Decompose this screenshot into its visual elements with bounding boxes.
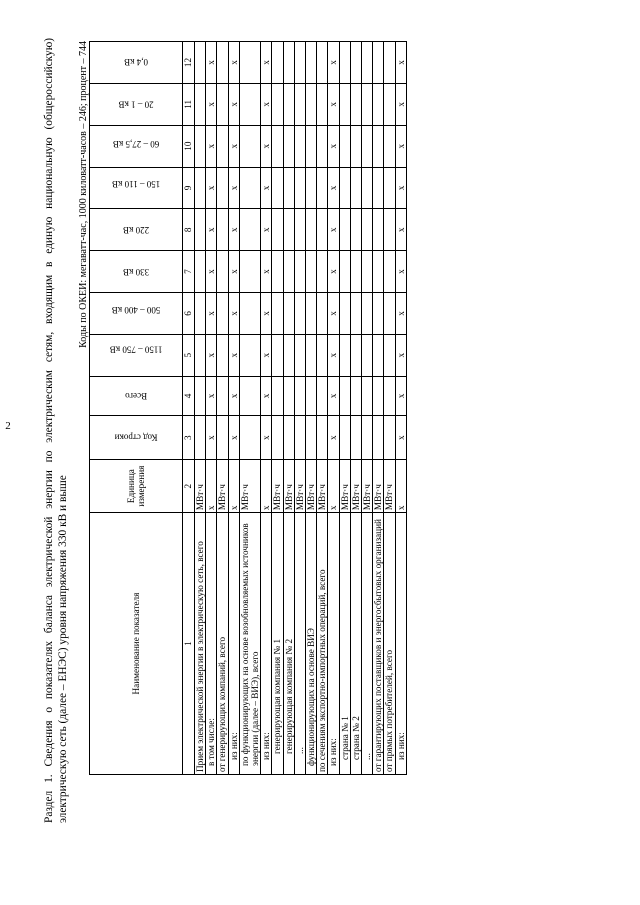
value-cell[interactable]	[306, 334, 317, 376]
value-cell[interactable]	[294, 292, 305, 334]
column-header	[90, 42, 183, 84]
unit-cell: МВт·ч	[239, 460, 260, 513]
indicator-name: по сечениям экспортно-импортных операций, всего	[317, 513, 328, 775]
value-cell[interactable]	[217, 125, 228, 167]
value-cell[interactable]	[339, 42, 350, 84]
value-cell[interactable]	[317, 334, 328, 376]
value-cell[interactable]	[272, 167, 283, 209]
value-cell[interactable]: x	[395, 209, 406, 251]
table-row	[350, 42, 361, 775]
table-row	[195, 42, 206, 775]
table-row	[306, 42, 317, 775]
column-header	[90, 209, 183, 251]
value-cell[interactable]	[362, 83, 373, 125]
indicator-name: страна № 1	[339, 513, 350, 775]
value-cell[interactable]	[283, 251, 294, 293]
table-row	[328, 42, 339, 775]
value-cell[interactable]	[362, 416, 373, 460]
value-cell[interactable]	[195, 125, 206, 167]
value-cell[interactable]	[272, 251, 283, 293]
unit-cell: МВт·ч	[306, 460, 317, 513]
balance-table	[89, 41, 407, 775]
value-cell[interactable]	[217, 83, 228, 125]
value-cell[interactable]	[339, 125, 350, 167]
value-cell[interactable]	[272, 42, 283, 84]
value-cell[interactable]	[350, 125, 361, 167]
value-cell[interactable]	[339, 167, 350, 209]
value-cell[interactable]	[195, 251, 206, 293]
column-number: 10	[183, 125, 195, 167]
value-cell[interactable]	[362, 42, 373, 84]
value-cell[interactable]	[362, 376, 373, 416]
table-row	[384, 42, 395, 775]
value-cell[interactable]	[362, 167, 373, 209]
value-cell[interactable]	[306, 251, 317, 293]
table-body	[195, 42, 407, 775]
column-header	[90, 416, 183, 460]
value-cell[interactable]	[350, 209, 361, 251]
value-cell[interactable]	[283, 334, 294, 376]
value-cell[interactable]	[373, 334, 384, 376]
value-cell[interactable]: x	[228, 251, 239, 293]
column-header: Единица измерения	[90, 460, 183, 513]
indicator-name: от гарантирующих поставщиков и энергосбытовых организаций	[373, 513, 384, 775]
value-cell[interactable]	[217, 334, 228, 376]
value-cell[interactable]	[294, 125, 305, 167]
value-cell[interactable]: x	[328, 251, 339, 293]
value-cell[interactable]	[339, 251, 350, 293]
unit-cell: x	[395, 460, 406, 513]
value-cell[interactable]	[239, 167, 260, 209]
value-cell[interactable]: x	[395, 416, 406, 460]
value-cell[interactable]: x	[206, 125, 217, 167]
value-cell[interactable]	[317, 251, 328, 293]
unit-cell: МВт·ч	[339, 460, 350, 513]
indicator-name: от генерирующих компаний, всего	[217, 513, 228, 775]
table-row	[317, 42, 328, 775]
value-cell[interactable]	[272, 292, 283, 334]
table-row	[206, 42, 217, 775]
value-cell[interactable]: x	[206, 376, 217, 416]
table-row	[217, 42, 228, 775]
column-header	[90, 83, 183, 125]
value-cell[interactable]	[306, 125, 317, 167]
value-cell[interactable]	[239, 209, 260, 251]
column-number: 4	[183, 376, 195, 416]
value-cell[interactable]	[239, 292, 260, 334]
value-cell[interactable]	[239, 83, 260, 125]
value-cell[interactable]	[217, 376, 228, 416]
value-cell[interactable]	[294, 83, 305, 125]
value-cell[interactable]	[217, 209, 228, 251]
value-cell[interactable]: x	[395, 167, 406, 209]
value-cell[interactable]	[272, 376, 283, 416]
column-header	[90, 125, 183, 167]
value-cell[interactable]	[317, 42, 328, 84]
indicator-name: генерирующая компания № 1	[272, 513, 283, 775]
value-cell[interactable]: x	[206, 334, 217, 376]
column-header	[90, 292, 183, 334]
value-cell[interactable]: x	[328, 83, 339, 125]
value-cell[interactable]	[195, 83, 206, 125]
value-cell[interactable]	[350, 251, 361, 293]
value-cell[interactable]	[195, 334, 206, 376]
column-header-label: 330 кВ	[122, 266, 150, 277]
unit-cell: МВт·ч	[317, 460, 328, 513]
value-cell[interactable]: x	[206, 292, 217, 334]
value-cell[interactable]: x	[228, 334, 239, 376]
value-cell[interactable]	[373, 251, 384, 293]
column-header-label: 0,4 кВ	[124, 57, 148, 68]
column-header-label: 220 кВ	[122, 224, 150, 235]
value-cell[interactable]	[350, 334, 361, 376]
column-number: 7	[183, 251, 195, 293]
indicator-name: ...	[362, 513, 373, 775]
value-cell[interactable]	[272, 416, 283, 460]
indicator-name: функционирующих на основе ВИЭ	[306, 513, 317, 775]
unit-cell: МВт·ч	[362, 460, 373, 513]
value-cell[interactable]	[239, 125, 260, 167]
column-number-row	[183, 42, 195, 775]
value-cell[interactable]: x	[328, 334, 339, 376]
value-cell[interactable]: x	[228, 125, 239, 167]
indicator-name: по функционирующих на основе возобновляемых источников энергии (далее – ВИЭ), всего	[239, 513, 260, 775]
value-cell[interactable]: x	[206, 209, 217, 251]
value-cell[interactable]	[283, 209, 294, 251]
value-cell[interactable]: x	[228, 292, 239, 334]
column-header	[90, 167, 183, 209]
indicator-name: от прямых потребителей, всего	[384, 513, 395, 775]
value-cell[interactable]	[239, 251, 260, 293]
value-cell[interactable]: x	[228, 416, 239, 460]
value-cell[interactable]: x	[261, 167, 272, 209]
column-header-label: Код строки	[114, 432, 158, 443]
section-title: Раздел 1. Сведения о показателях баланса электрической энергии по электрическим сетям, входящим в единую национальную (общероссийскую) электрическую сеть (далее – ЕНЭС) уровня напряжения 330 кВ и выше	[43, 38, 69, 823]
value-cell[interactable]	[294, 376, 305, 416]
header-row	[90, 42, 183, 775]
value-cell[interactable]: x	[206, 42, 217, 84]
value-cell[interactable]: x	[328, 125, 339, 167]
value-cell[interactable]	[306, 42, 317, 84]
value-cell[interactable]	[294, 167, 305, 209]
value-cell[interactable]	[195, 209, 206, 251]
value-cell[interactable]	[384, 376, 395, 416]
value-cell[interactable]	[306, 209, 317, 251]
column-number: 11	[183, 83, 195, 125]
value-cell[interactable]	[317, 83, 328, 125]
value-cell[interactable]	[384, 167, 395, 209]
column-number: 5	[183, 334, 195, 376]
value-cell[interactable]	[306, 416, 317, 460]
value-cell[interactable]	[195, 167, 206, 209]
value-cell[interactable]	[317, 416, 328, 460]
indicator-name: из них:	[261, 513, 272, 775]
value-cell[interactable]: x	[261, 416, 272, 460]
value-cell[interactable]: x	[395, 334, 406, 376]
value-cell[interactable]	[339, 416, 350, 460]
value-cell[interactable]	[217, 416, 228, 460]
value-cell[interactable]: x	[261, 251, 272, 293]
unit-cell: МВт·ч	[195, 460, 206, 513]
table-row	[362, 42, 373, 775]
value-cell[interactable]	[294, 209, 305, 251]
value-cell[interactable]	[272, 125, 283, 167]
value-cell[interactable]	[362, 334, 373, 376]
value-cell[interactable]	[239, 376, 260, 416]
value-cell[interactable]	[384, 334, 395, 376]
value-cell[interactable]	[350, 416, 361, 460]
value-cell[interactable]	[283, 292, 294, 334]
indicator-name: из них:	[395, 513, 406, 775]
value-cell[interactable]: x	[261, 209, 272, 251]
column-number: 3	[183, 416, 195, 460]
value-cell[interactable]: x	[228, 83, 239, 125]
value-cell[interactable]: x	[328, 209, 339, 251]
value-cell[interactable]	[362, 251, 373, 293]
table-row	[373, 42, 384, 775]
column-number: 1	[183, 513, 195, 775]
value-cell[interactable]: x	[261, 83, 272, 125]
column-number: 2	[183, 460, 195, 513]
value-cell[interactable]: x	[228, 42, 239, 84]
value-cell[interactable]	[195, 416, 206, 460]
value-cell[interactable]	[306, 83, 317, 125]
unit-cell: МВт·ч	[373, 460, 384, 513]
value-cell[interactable]: x	[206, 251, 217, 293]
value-cell[interactable]	[373, 376, 384, 416]
value-cell[interactable]	[362, 292, 373, 334]
unit-cell: МВт·ч	[350, 460, 361, 513]
column-header	[90, 376, 183, 416]
column-header	[90, 251, 183, 293]
table-row	[228, 42, 239, 775]
value-cell[interactable]	[384, 209, 395, 251]
column-number: 12	[183, 42, 195, 84]
value-cell[interactable]: x	[395, 125, 406, 167]
value-cell[interactable]	[306, 167, 317, 209]
indicator-name: из них:	[328, 513, 339, 775]
value-cell[interactable]: x	[328, 167, 339, 209]
table-row	[272, 42, 283, 775]
value-cell[interactable]	[384, 292, 395, 334]
value-cell[interactable]	[317, 167, 328, 209]
value-cell[interactable]	[294, 42, 305, 84]
value-cell[interactable]	[306, 376, 317, 416]
value-cell[interactable]	[362, 125, 373, 167]
unit-cell: x	[228, 460, 239, 513]
value-cell[interactable]	[350, 292, 361, 334]
value-cell[interactable]	[239, 416, 260, 460]
value-cell[interactable]	[283, 125, 294, 167]
table-row	[294, 42, 305, 775]
okei-codes: Коды по ОКЕИ: мегаватт-час, 1000 киловатт-часов – 246; процент – 744	[78, 41, 89, 348]
value-cell[interactable]: x	[261, 292, 272, 334]
value-cell[interactable]	[294, 334, 305, 376]
value-cell[interactable]	[339, 292, 350, 334]
value-cell[interactable]: x	[261, 334, 272, 376]
column-number: 8	[183, 209, 195, 251]
value-cell[interactable]	[339, 376, 350, 416]
unit-cell: МВт·ч	[283, 460, 294, 513]
value-cell[interactable]	[384, 125, 395, 167]
value-cell[interactable]	[339, 334, 350, 376]
value-cell[interactable]	[283, 416, 294, 460]
unit-cell: МВт·ч	[294, 460, 305, 513]
value-cell[interactable]	[306, 292, 317, 334]
value-cell[interactable]	[283, 376, 294, 416]
value-cell[interactable]	[350, 83, 361, 125]
value-cell[interactable]	[217, 292, 228, 334]
table-row	[339, 42, 350, 775]
value-cell[interactable]: x	[328, 416, 339, 460]
value-cell[interactable]	[384, 416, 395, 460]
unit-cell: МВт·ч	[272, 460, 283, 513]
unit-cell: МВт·ч	[217, 460, 228, 513]
value-cell[interactable]	[283, 83, 294, 125]
value-cell[interactable]: x	[228, 209, 239, 251]
table-row	[395, 42, 406, 775]
value-cell[interactable]: x	[395, 376, 406, 416]
indicator-name: в том числе:	[206, 513, 217, 775]
value-cell[interactable]	[317, 376, 328, 416]
value-cell[interactable]	[384, 251, 395, 293]
value-cell[interactable]	[350, 167, 361, 209]
unit-cell: x	[328, 460, 339, 513]
indicator-name: генерирующая компания № 2	[283, 513, 294, 775]
value-cell[interactable]	[384, 83, 395, 125]
value-cell[interactable]	[272, 83, 283, 125]
value-cell[interactable]: x	[328, 42, 339, 84]
column-header: Наименование показателя	[90, 513, 183, 775]
value-cell[interactable]	[373, 167, 384, 209]
value-cell[interactable]: x	[395, 42, 406, 84]
value-cell[interactable]	[272, 209, 283, 251]
value-cell[interactable]	[362, 209, 373, 251]
unit-cell: x	[261, 460, 272, 513]
value-cell[interactable]: x	[261, 376, 272, 416]
value-cell[interactable]	[239, 42, 260, 84]
value-cell[interactable]	[195, 376, 206, 416]
column-header-label: 500 – 400 кВ	[111, 304, 161, 315]
unit-cell: МВт·ч	[384, 460, 395, 513]
table-row	[261, 42, 272, 775]
value-cell[interactable]	[195, 42, 206, 84]
value-cell[interactable]: x	[395, 251, 406, 293]
value-cell[interactable]	[317, 292, 328, 334]
column-header-label: Всего	[124, 391, 148, 402]
table-row	[239, 42, 260, 775]
unit-cell: x	[206, 460, 217, 513]
value-cell[interactable]: x	[261, 42, 272, 84]
indicator-name: из них:	[228, 513, 239, 775]
value-cell[interactable]	[384, 42, 395, 84]
value-cell[interactable]	[272, 334, 283, 376]
value-cell[interactable]	[195, 292, 206, 334]
value-cell[interactable]	[373, 125, 384, 167]
value-cell[interactable]: x	[228, 376, 239, 416]
value-cell[interactable]	[373, 416, 384, 460]
value-cell[interactable]	[239, 334, 260, 376]
value-cell[interactable]	[283, 167, 294, 209]
value-cell[interactable]	[373, 83, 384, 125]
value-cell[interactable]: x	[206, 416, 217, 460]
value-cell[interactable]	[317, 209, 328, 251]
value-cell[interactable]: x	[206, 167, 217, 209]
column-header-label: 1150 – 750 кВ	[109, 344, 163, 355]
value-cell[interactable]	[217, 42, 228, 84]
value-cell[interactable]: x	[395, 292, 406, 334]
value-cell[interactable]	[339, 83, 350, 125]
column-header-label: 20 – 1 кВ	[118, 99, 154, 110]
value-cell[interactable]: x	[328, 292, 339, 334]
value-cell[interactable]	[373, 209, 384, 251]
column-number: 9	[183, 167, 195, 209]
value-cell[interactable]	[294, 416, 305, 460]
value-cell[interactable]: x	[395, 83, 406, 125]
column-header	[90, 334, 183, 376]
indicator-name: Прием электрической энергии в электрическую сеть, всего	[195, 513, 206, 775]
column-number: 6	[183, 292, 195, 334]
value-cell[interactable]: x	[328, 376, 339, 416]
value-cell[interactable]	[373, 292, 384, 334]
column-header-label: 60 – 27,5 кВ	[112, 138, 160, 149]
value-cell[interactable]: x	[261, 125, 272, 167]
value-cell[interactable]	[283, 42, 294, 84]
value-cell[interactable]	[373, 42, 384, 84]
value-cell[interactable]	[217, 251, 228, 293]
indicator-name: страна № 2	[350, 513, 361, 775]
indicator-name: ...	[294, 513, 305, 775]
table-row	[283, 42, 294, 775]
value-cell[interactable]	[294, 251, 305, 293]
value-cell[interactable]: x	[228, 167, 239, 209]
page-number: 2	[5, 420, 11, 432]
value-cell[interactable]	[350, 376, 361, 416]
column-header-label: 150 – 110 кВ	[111, 179, 161, 190]
value-cell[interactable]: x	[206, 83, 217, 125]
value-cell[interactable]	[317, 125, 328, 167]
value-cell[interactable]	[350, 42, 361, 84]
value-cell[interactable]	[217, 167, 228, 209]
value-cell[interactable]	[339, 209, 350, 251]
